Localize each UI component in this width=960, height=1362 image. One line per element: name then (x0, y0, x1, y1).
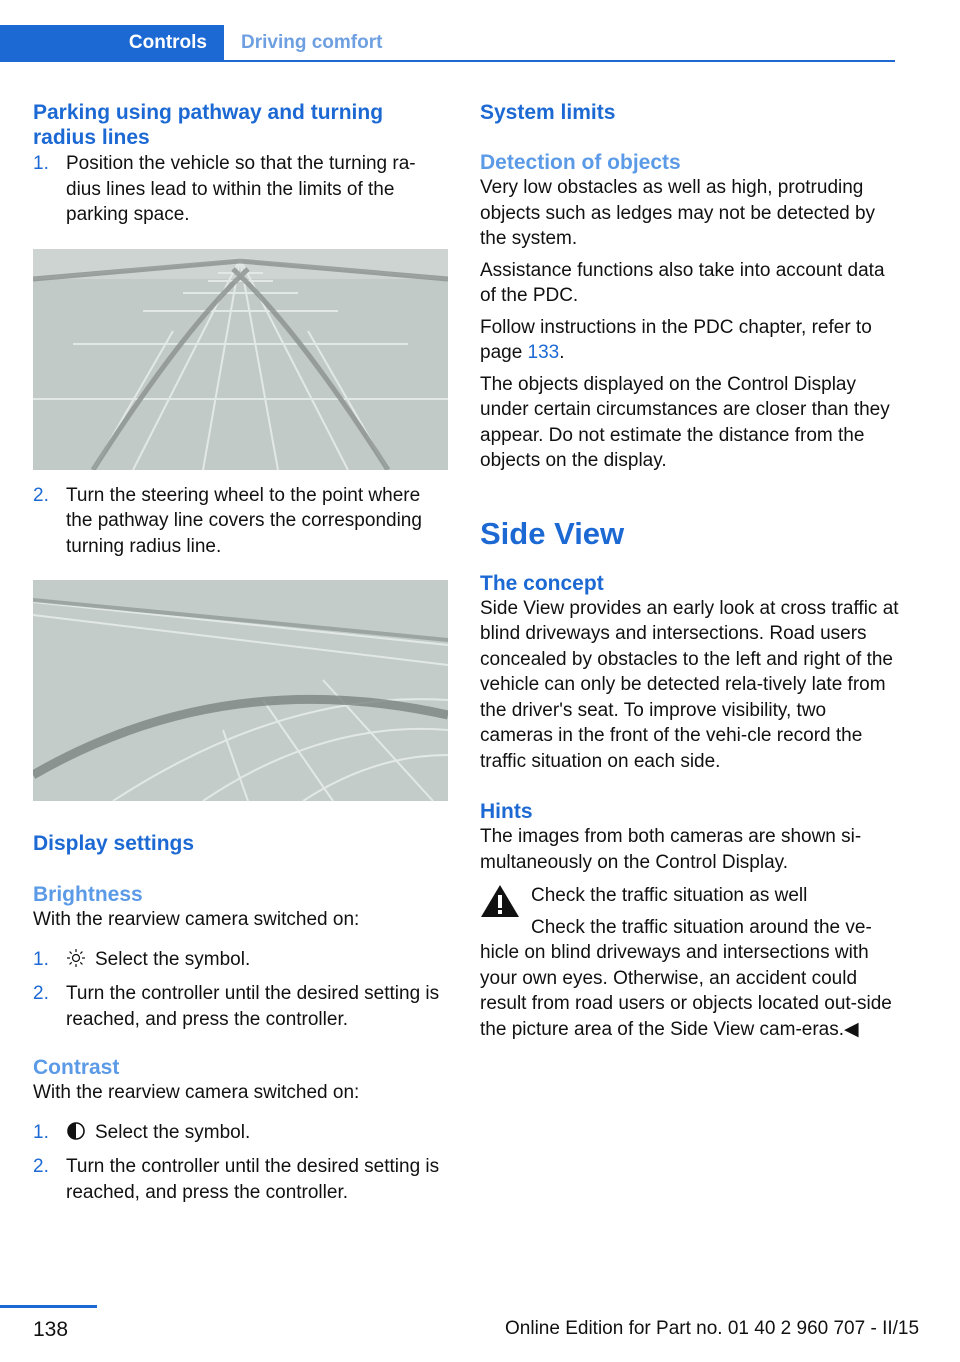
step-number: 1. (33, 948, 49, 970)
step-text: Position the vehicle so that the turning ra‐dius lines lead to within the limits of the parking space. (66, 153, 416, 225)
parking-step-2 (33, 483, 448, 560)
step-number: 1. (33, 1121, 49, 1143)
tab-driving-comfort-label: Driving comfort (241, 32, 383, 53)
header-rule (0, 60, 895, 62)
hints-paragraph: The images from both cameras are shown si‐multaneously on the Control Display. (480, 826, 862, 873)
step-text: Turn the steering wheel to the point where the pathway line covers the corresponding turning radius line. (66, 484, 422, 557)
concept-heading: The concept (480, 571, 604, 595)
warning-block (480, 883, 900, 1042)
display-settings-heading: Display settings (33, 832, 195, 855)
contrast-icon (66, 1121, 88, 1149)
contrast-intro: With the rearview camera switched on: (33, 1082, 360, 1103)
detection-heading: Detection of objects (480, 151, 681, 174)
page-number: 138 (33, 1318, 69, 1341)
detection-paragraph: Very low obstacles as well as high, protruding objects such as ledges may not be detected by the system. (480, 177, 876, 249)
warning-title: Check the traffic situation as well (531, 885, 808, 906)
step-number: 2. (33, 983, 49, 1004)
system-limits-heading: System limits (480, 101, 616, 124)
step-number: 2. (33, 484, 49, 506)
tab-controls[interactable] (0, 25, 224, 61)
contrast-heading: Contrast (33, 1056, 120, 1079)
follow-paragraph (480, 315, 900, 366)
brightness-step-2 (33, 981, 448, 1032)
hints-heading: Hints (480, 800, 533, 823)
assist-paragraph: Assistance functions also take into account data of the PDC. (480, 259, 885, 306)
brightness-intro: With the rearview camera switched on: (33, 909, 360, 930)
parking-heading: Parking using pathway and turning radius lines (33, 101, 384, 149)
step-text: Select the symbol. (95, 948, 251, 970)
step-text: Turn the controller until the desired setting is reached, and press the controller. (66, 1156, 440, 1203)
objects-paragraph: The objects displayed on the Control Display under certain circumstances are closer than they appear. Do not estimate the distance from the objects on the display. (480, 373, 890, 471)
follow-text: Follow instructions in the PDC chapter, refer to page (480, 316, 872, 363)
contrast-step-2 (33, 1154, 448, 1205)
pathway-line-figure (33, 580, 448, 801)
concept-paragraph: Side View provides an early look at cross traffic at blind driveways and intersections. Road users concealed by obstacles to the left and right of the vehicle can only be detected rela‐tively late from the driver's seat. To improve visibility, two cameras in the front of the vehi‐cle record the traffic situation on each side. (480, 597, 899, 772)
edition-info: Online Edition for Part no. 01 40 2 960 707 - II/15 (505, 1318, 920, 1339)
side-view-heading: Side View (480, 515, 625, 551)
tab-driving-comfort[interactable] (241, 25, 382, 61)
parking-step-1 (33, 151, 448, 228)
brightness-icon (66, 948, 88, 976)
step-text: Select the symbol. (95, 1121, 251, 1143)
brightness-heading: Brightness (33, 883, 143, 906)
left-column (33, 100, 448, 1205)
tab-controls-label: Controls (128, 32, 207, 53)
right-column (480, 100, 900, 1042)
brightness-step-1 (33, 947, 448, 976)
contrast-step-1 (33, 1120, 448, 1149)
follow-text-end: . (559, 342, 565, 363)
warning-text: Check the traffic situation around the ve‐hicle on blind driveways and intersections with your own eyes. Otherwise, an accident could result from road users or objects located out‐side the picture area of the Side View cam‐eras.◀ (480, 916, 892, 1040)
footer-rule (0, 1305, 97, 1308)
warning-icon (480, 883, 520, 919)
step-number: 1. (33, 153, 49, 174)
page-link[interactable]: 133 (527, 342, 560, 363)
turning-radius-figure (33, 249, 448, 470)
step-text: Turn the controller until the desired setting is reached, and press the controller. (66, 983, 440, 1030)
step-number: 2. (33, 1156, 49, 1177)
